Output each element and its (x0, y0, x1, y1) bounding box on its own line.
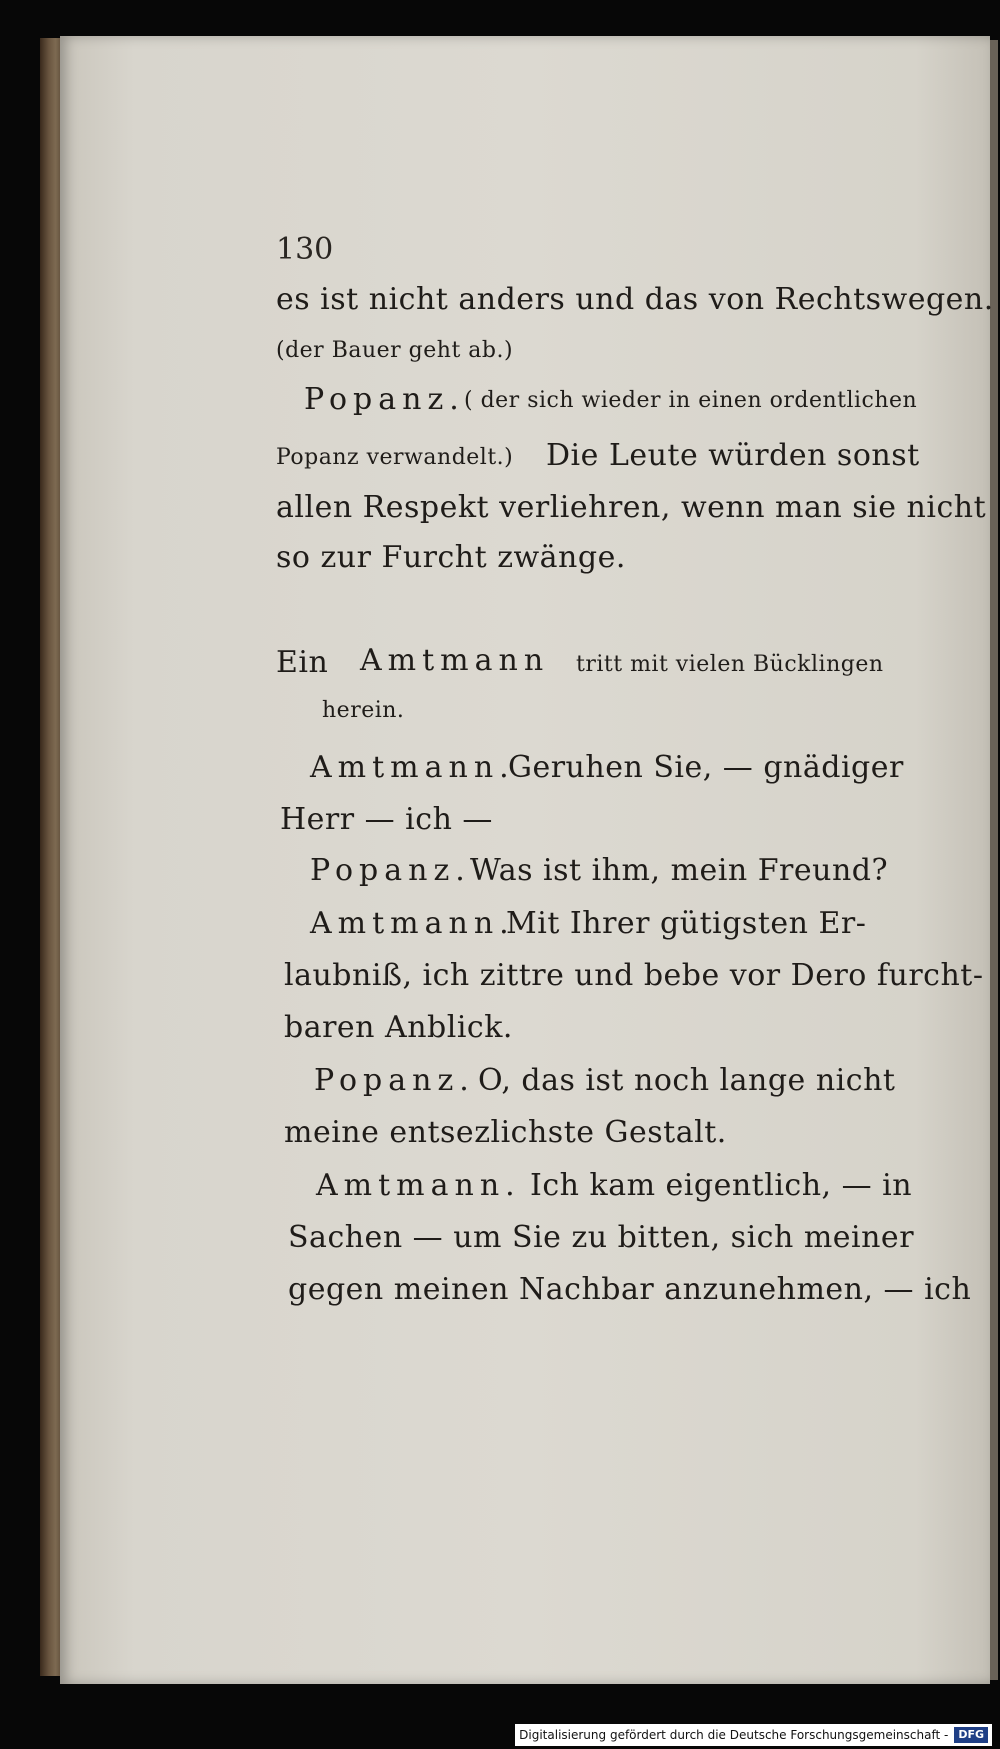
character-name: Amtmann (360, 643, 550, 678)
text-line: Die Leute würden sonst (546, 438, 920, 473)
stage-direction: (der Bauer geht ab.) (276, 338, 514, 363)
speaker-name: Amtmann. (310, 906, 515, 941)
speaker-name: Popanz. (310, 853, 471, 888)
text-line: gegen meinen Nachbar anzunehmen, — ich (288, 1272, 972, 1307)
speaker-name: Popanz. (314, 1063, 475, 1098)
text-line: Herr — ich — (280, 802, 493, 837)
page-number: 130 (276, 232, 334, 267)
speaker-name: Popanz. (304, 382, 465, 417)
stage-direction: herein. (322, 698, 405, 723)
text-line: allen Respekt verliehren, wenn man sie nicht (276, 490, 987, 525)
footer-text: Digitalisierung gefördert durch die Deutsche Forschungsgemeinschaft - (519, 1728, 949, 1742)
text-line: laubniß, ich zittre und bebe vor Dero furcht- (284, 958, 984, 993)
dfg-logo: DFG (954, 1727, 988, 1743)
text-line: baren Anblick. (284, 1010, 513, 1045)
text-line: O, das ist noch lange nicht (478, 1063, 896, 1098)
stage-direction: tritt mit vielen Bücklingen (576, 652, 884, 677)
text-line: Ein (276, 645, 329, 680)
text-line: Was ist ihm, mein Freund? (470, 853, 889, 888)
stage-direction: Popanz verwandelt.) (276, 445, 514, 470)
text-line: Ich kam eigentlich, — in (530, 1168, 913, 1203)
digitization-footer (515, 1724, 992, 1746)
speaker-name: Amtmann. (310, 750, 515, 785)
text-line: meine entsezlichste Gestalt. (284, 1115, 727, 1150)
text-line: Sachen — um Sie zu bitten, sich meiner (288, 1220, 915, 1255)
speaker-name: Amtmann. (316, 1168, 521, 1203)
stage-direction: ( der sich wieder in einen ordentlichen (464, 388, 918, 413)
text-line: Geruhen Sie, — gnädiger (508, 750, 904, 785)
text-line: Mit Ihrer gütigsten Er- (506, 906, 867, 941)
text-line: es ist nicht anders und das von Rechtswegen. (276, 282, 994, 317)
text-line: so zur Furcht zwänge. (276, 540, 626, 575)
